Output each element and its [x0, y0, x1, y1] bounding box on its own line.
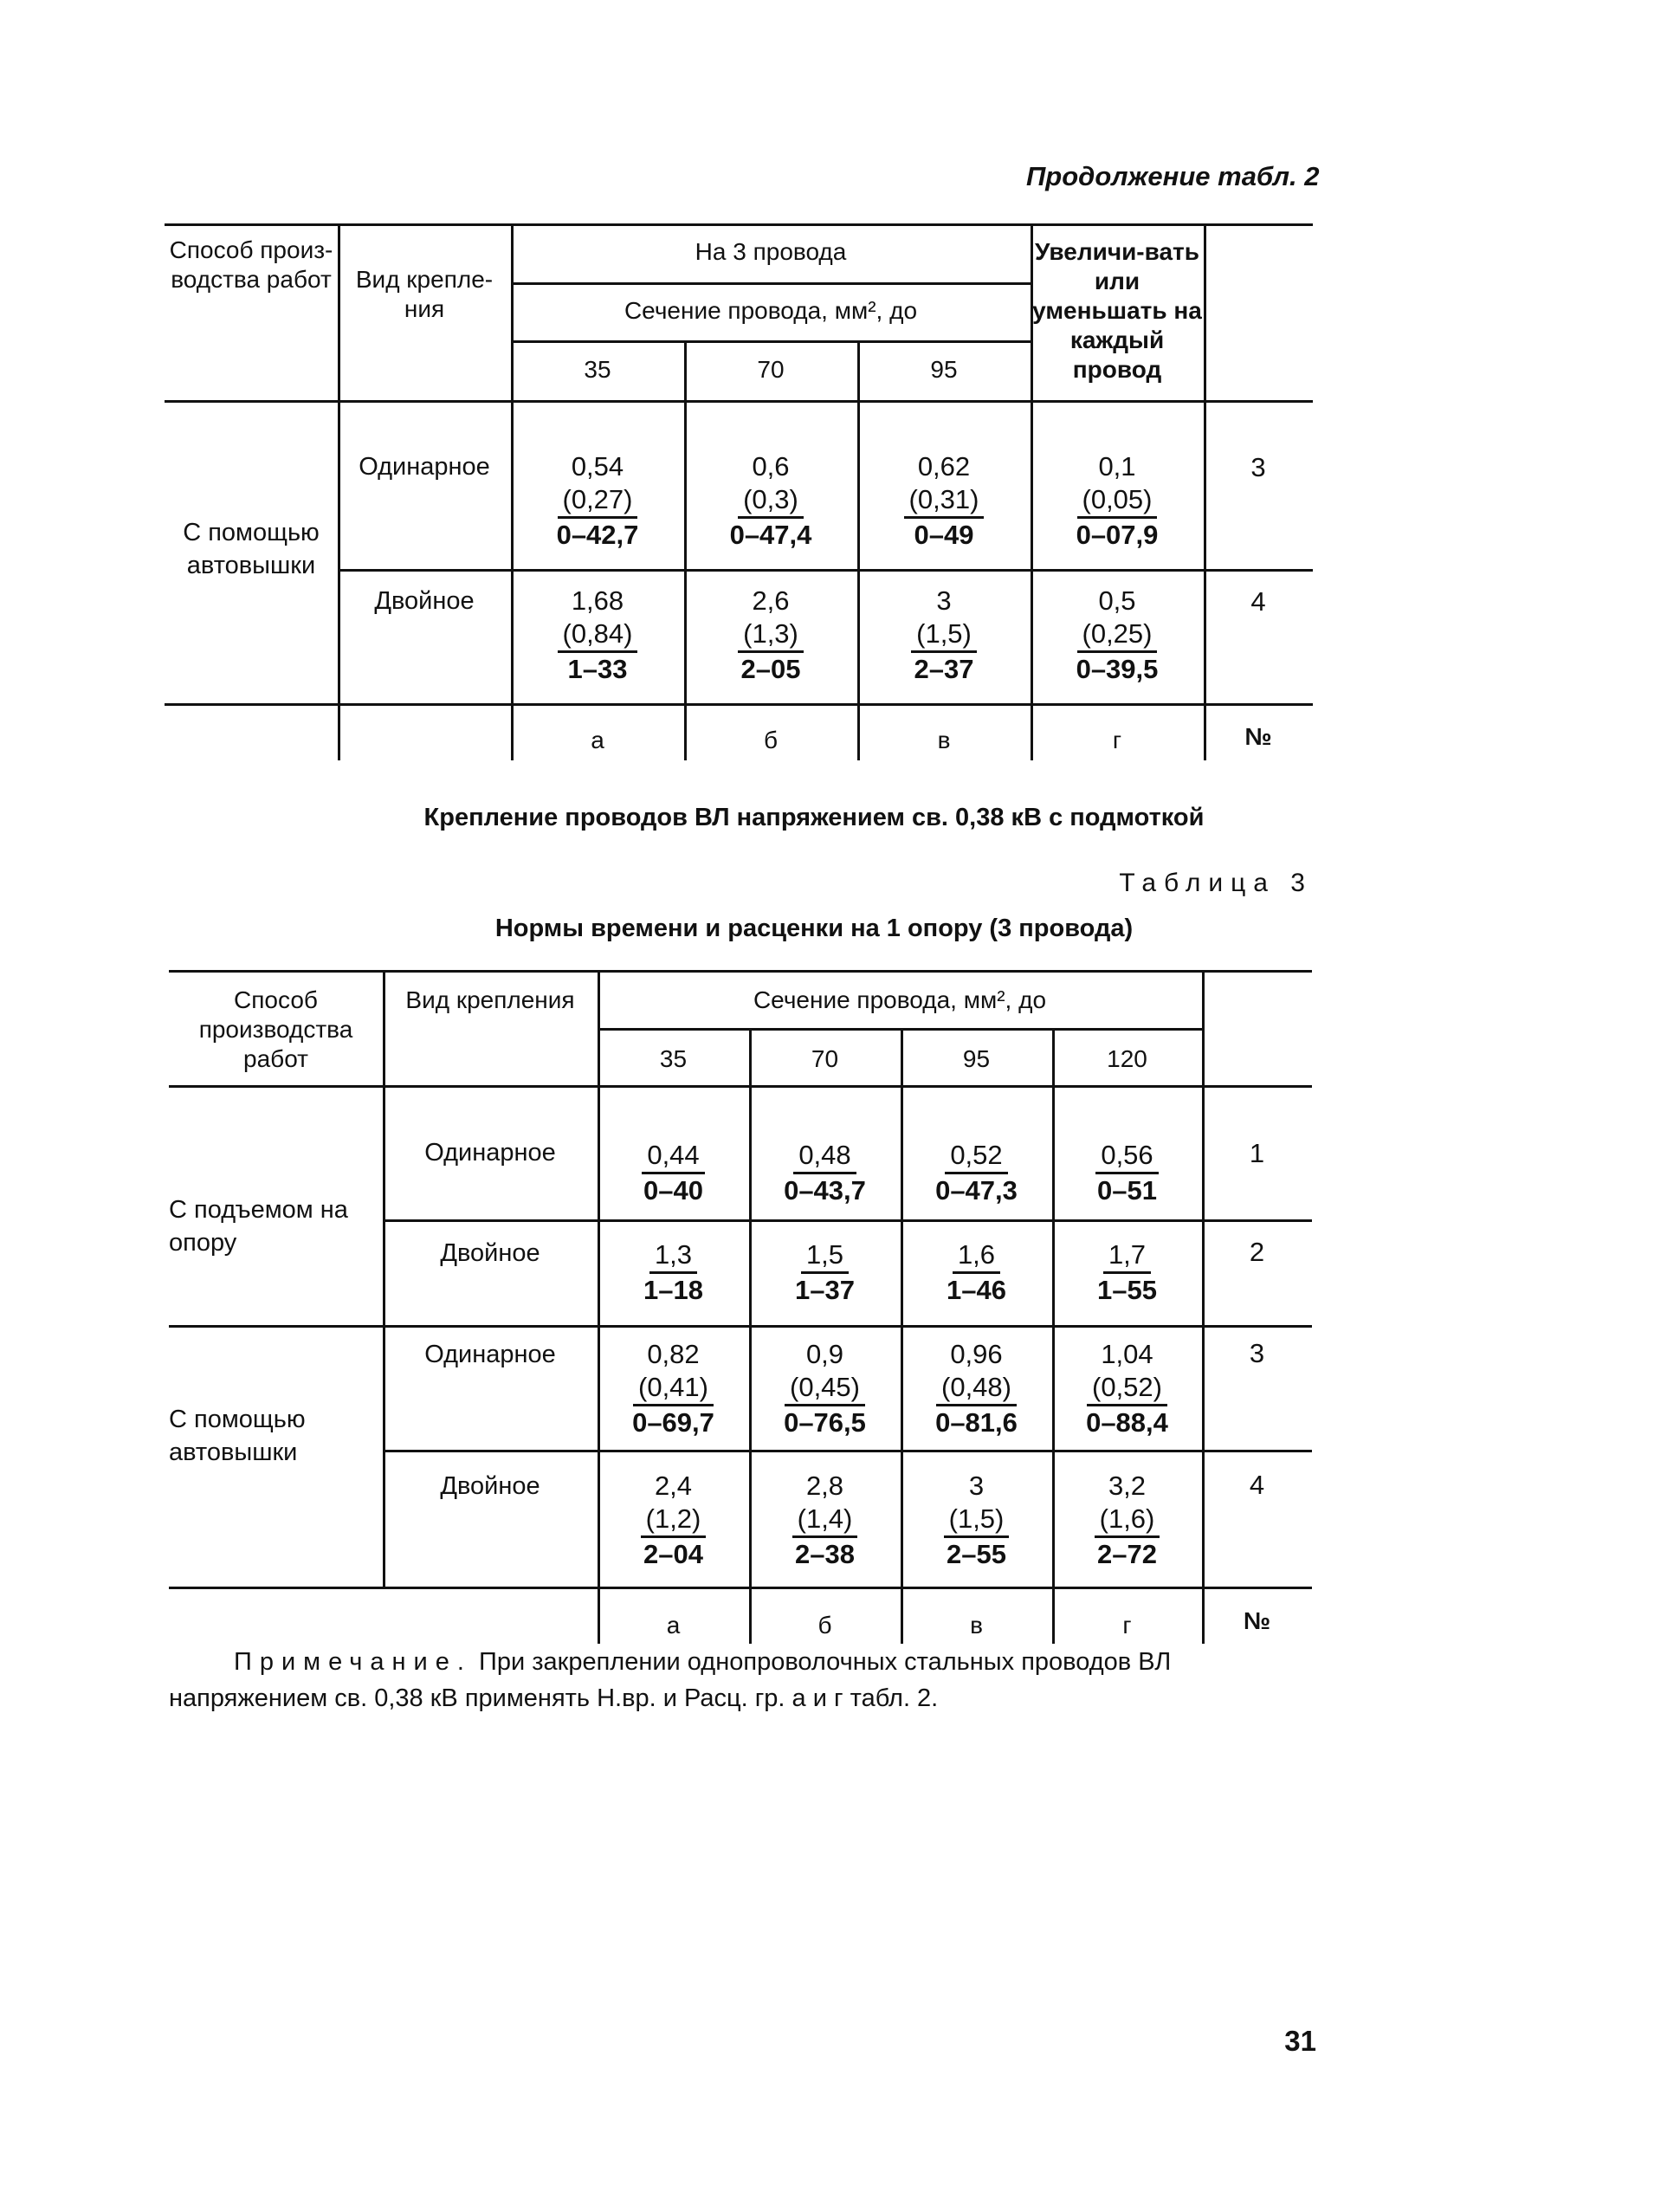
- t3-method-climb: С подъемом на опору: [169, 1196, 348, 1257]
- t3-r3-num: 3: [1249, 1338, 1265, 1368]
- t3-header-size-95: 95: [962, 1045, 991, 1072]
- t3-footer-num: №: [1243, 1607, 1271, 1634]
- t2-footer-g: г: [1112, 727, 1122, 753]
- t2-header-section: Сечение провода, мм², до: [624, 297, 918, 324]
- t3-r3-c4: 1,04 (0,52) 0–88,4: [1086, 1339, 1168, 1438]
- t2-r1-num: 3: [1250, 452, 1266, 482]
- t2-header-increase: Увеличи-вать или уменьшать на каждый провод: [1032, 238, 1202, 383]
- t2-footer-a: а: [591, 727, 604, 753]
- t2-r1-c3: 0,62 (0,31) 0–49: [857, 450, 1031, 552]
- t2-footer-num: №: [1244, 723, 1272, 750]
- note-label: Примечание.: [234, 1648, 472, 1676]
- t3-r2-c1: $\frac{1,3}{1-18}$: [643, 1239, 703, 1305]
- t2-type-single: Одинарное: [359, 453, 490, 481]
- t2-method-aerial-lift: С помощью автовышки: [183, 519, 320, 579]
- t3-header-method: Способ производства работ: [198, 986, 353, 1072]
- table-3-label: Таблица 3: [1119, 869, 1313, 897]
- t3-r2-c3: $\frac{1,6}{1-46}$: [947, 1239, 1006, 1305]
- t3-r2-c2: $\frac{1,5}{1-37}$: [795, 1239, 855, 1305]
- t3-footer-a: а: [666, 1612, 681, 1639]
- t2-r1-c4: 0,1 (0,05) 0–07,9: [1076, 451, 1159, 550]
- t3-r4-type: Двойное: [440, 1472, 540, 1500]
- section-title: Крепление проводов ВЛ напряжением св. 0,38 кВ с подмоткой: [423, 804, 1205, 831]
- t3-r3-c2: 0,9 (0,45) 0–76,5: [784, 1339, 866, 1438]
- t3-footer-b: б: [817, 1612, 832, 1639]
- t3-header-type: Вид крепления: [405, 986, 575, 1013]
- note-text: При закреплении однопроволочных стальных проводов ВЛ напряжением св. 0,38 кВ применять Н.вр. и Расц. гр. а и г табл. 2.: [169, 1648, 1172, 1712]
- t2-r1-c1: 0,54 (0,27) 0–42,7: [556, 451, 639, 550]
- t3-header-size-35: 35: [659, 1045, 688, 1072]
- t3-r3-c3: 0,96 (0,48) 0–81,6: [935, 1339, 1018, 1438]
- t2-footer-b: б: [763, 727, 779, 753]
- t3-r4-c2: 2,8 (1,4) 2–38: [749, 1470, 901, 1571]
- t3-r1-c2: $\frac{0,48}{0-43,7}$: [784, 1140, 866, 1206]
- t2-r1-c2: 0,6 (0,3) 0–47,4: [729, 451, 812, 550]
- t2-header-type: Вид крепле-ния: [355, 266, 494, 322]
- t3-r4-c1: 2,4 (1,2) 2–04: [598, 1470, 749, 1571]
- t3-header-size-70: 70: [811, 1045, 839, 1072]
- t2-r2-c4: 0,5 (0,25) 0–39,5: [1076, 585, 1159, 684]
- t3-footer-g: г: [1122, 1612, 1132, 1639]
- t2-type-double: Двойное: [374, 587, 475, 615]
- t3-r1-c3: $\frac{0,52}{0-47,3}$: [935, 1140, 1018, 1206]
- t3-r1-c1: $\frac{0,44}{0-40}$: [643, 1140, 703, 1206]
- t3-r4-num: 4: [1249, 1470, 1265, 1500]
- page-number: 31: [1284, 2025, 1316, 2057]
- t3-r1-c4: $\frac{0,56}{0-51}$: [1097, 1140, 1157, 1206]
- note: [169, 1644, 1316, 1716]
- t3-method-aerial-lift: С помощью автовышки: [169, 1406, 306, 1466]
- t3-r4-c3: 3 (1,5) 2–55: [901, 1470, 1052, 1571]
- t2-header-size-35: 35: [584, 356, 611, 383]
- t2-header-group: На 3 провода: [695, 238, 847, 265]
- t2-footer-v: в: [937, 727, 951, 753]
- t2-header-size-95: 95: [930, 356, 958, 383]
- table-3-title: Нормы времени и расценки на 1 опору (3 провода): [494, 915, 1134, 942]
- t2-r2-c1: 1,68 (0,84) 1–33: [511, 585, 684, 686]
- t3-header-size-120: 120: [1107, 1045, 1147, 1072]
- t2-r2-c2: 2,6 (1,3) 2–05: [684, 585, 857, 686]
- t3-header-section: Сечение провода, мм², до: [753, 986, 1047, 1013]
- t2-r2-num: 4: [1250, 586, 1266, 617]
- t2-header-size-70: 70: [757, 356, 785, 383]
- t3-r2-c4: $\frac{1,7}{1-55}$: [1097, 1239, 1157, 1305]
- t2-header-method: Способ произ-водства работ: [169, 236, 333, 293]
- t3-r4-c4: 3,2 (1,6) 2–72: [1052, 1470, 1202, 1571]
- t3-r1-type: Одинарное: [424, 1139, 556, 1167]
- t3-r1-num: 1: [1249, 1138, 1265, 1168]
- t3-r2-type: Двойное: [440, 1239, 540, 1267]
- t3-r2-num: 2: [1249, 1237, 1265, 1267]
- t3-r3-type: Одинарное: [424, 1341, 556, 1368]
- t2-r2-c3: 3 (1,5) 2–37: [857, 585, 1031, 686]
- t3-footer-v: в: [970, 1612, 983, 1639]
- t3-r3-c1: 0,82 (0,41) 0–69,7: [632, 1339, 714, 1438]
- continuation-caption: Продолжение табл. 2: [1026, 161, 1320, 191]
